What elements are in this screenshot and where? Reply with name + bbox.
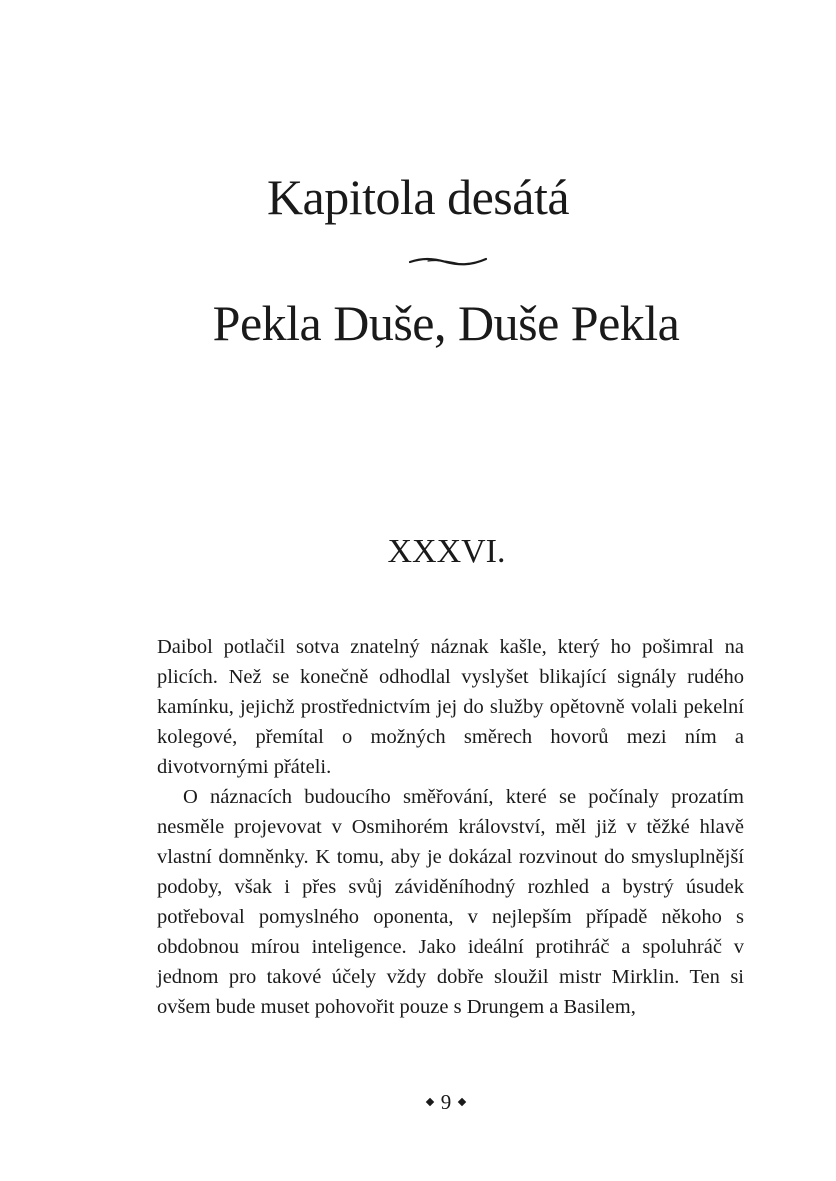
diamond-icon bbox=[458, 1098, 466, 1106]
diamond-icon bbox=[426, 1098, 434, 1106]
swash-rule-icon bbox=[408, 254, 488, 270]
chapter-subtitle: Pekla Duše, Duše Pekla bbox=[212, 295, 680, 351]
page-number bbox=[0, 1088, 836, 1116]
paragraph: Daibol potlačil sotva znatelný náznak kašle, který ho pošimral na plicích. Než se konečně odhodlal vyslyšet blikající signály rudého kamínku, jejichž prostřednictvím jej do služby opětovně volali pekelní kolegové, přemítal o možných směrech hovorů mezi ním a divotvornými přáteli. bbox=[157, 636, 744, 778]
chapter-title: Kapitola desátá bbox=[266, 169, 570, 225]
page-number-value: 9 bbox=[440, 1090, 452, 1114]
paragraph: O náznacích budoucího směřování, které se počínaly prozatím nesměle projevovat v Osmihorém království, měl již v těžké hlavě vlastní domněnky. K tomu, aby je dokázal rozvinout do smysluplnější podoby, však i přes svůj záviděníhodný rozhled a bystrý úsudek potřeboval pomyslného oponenta, v nejlepším případě někoho s obdobnou mírou inteligence. Jako ideální protihráč a spoluhráč v jednom pro takové účely vždy dobře sloužil mistr Mirklin. Ten si ovšem bude muset pohovořit pouze s Drungem a Basilem, bbox=[157, 786, 744, 1018]
section-number: XXXVI. bbox=[387, 533, 506, 570]
body-text bbox=[157, 632, 744, 1022]
